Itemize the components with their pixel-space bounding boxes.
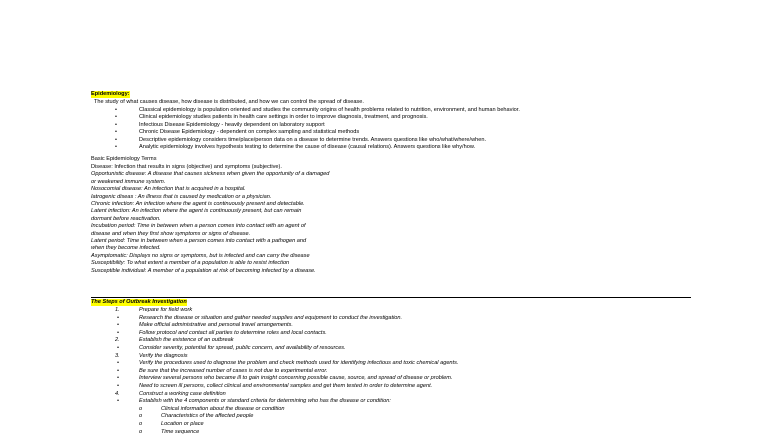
term-line: disease and when they first show symptoms or signs of disease.	[91, 230, 251, 237]
step-title: Prepare for field work	[139, 307, 193, 313]
term-line: Opportunistic disease: A disease that causes sickness when given the opportunity of a damaged	[91, 171, 330, 178]
term-line: when they become infected.	[91, 245, 161, 252]
terms-heading: Basic Epidemiology Terms	[91, 156, 157, 162]
bullet-item: Chronic Disease Epidemiology - dependent on complex sampling and statistical methods	[139, 129, 360, 136]
step-detail: Establish with the 4 components or standard criteria for determining who has the disease or condition:	[139, 398, 391, 405]
bullet-icon: •	[117, 322, 119, 329]
step-detail: Consider severity, potential for spread, public concern, and availability of resources.	[139, 345, 346, 351]
bullet-icon: •	[117, 398, 119, 405]
step-detail: Characteristics of the affected people	[161, 413, 254, 420]
section-title-outbreak-steps: The Steps of Outbreak Investigation	[91, 299, 187, 305]
bullet-item: Classical epidemiology is population oriented and studies the community origins of health problems related to nutrition, environment, and human behavior.	[139, 107, 520, 113]
term-line: Chronic infection: An infection where the agent is continuously present and detectable.	[91, 201, 305, 207]
bullet-icon: •	[115, 114, 117, 121]
bullet-icon: o	[139, 421, 143, 427]
term-line: or weakened immune system.	[91, 178, 166, 185]
bullet-item: Descriptive epidemiology considers time/place/person data on a disease to determine trends. Answers questions like who/what/where/when.	[139, 136, 486, 143]
section-title-epidemiology: Epidemiology:	[91, 91, 130, 97]
term-line: Asymptomatic: Displays no signs or symptoms, but is infected and can carry the disease	[91, 252, 310, 259]
bullet-icon: •	[115, 144, 117, 150]
step-detail: Interview several persons who became ill to gain insight concerning possible cause, source, and spread of disease or problem.	[139, 375, 453, 382]
bullet-icon: •	[117, 375, 119, 382]
term-line: Nosocomial disease: An infection that is acquired in a hospital.	[91, 186, 246, 193]
step-detail: Make official administrative and personal travel arrangements.	[139, 322, 293, 329]
step-title: Verify the diagnosis	[139, 352, 188, 359]
bullet-icon: •	[117, 367, 119, 374]
bullet-icon: •	[115, 136, 117, 143]
step-detail: Clinical information about the disease or condition	[161, 405, 285, 412]
bullet-icon: o	[139, 413, 143, 420]
bullet-icon: •	[117, 360, 119, 367]
bullet-item: Infectious Disease Epidemiology - heavily dependent on laboratory support	[139, 121, 325, 128]
bullet-icon: •	[117, 383, 119, 389]
step-detail: Location or place	[161, 421, 204, 427]
step-detail: Research the disease or situation and gather needed supplies and equipment to conduct the investigation.	[139, 314, 403, 321]
step-number: 2.	[115, 337, 120, 344]
term-line: Disease: Infection that results in signs (objective) and symptoms (subjective).	[91, 164, 282, 170]
bullet-item: Clinical epidemiology studies patients in health care settings in order to improve diagnosis, treatment, and prognosis.	[139, 114, 428, 121]
bullet-icon: •	[117, 345, 119, 351]
term-line: dormant before reactivation.	[91, 215, 161, 222]
step-number: 3.	[115, 352, 120, 359]
term-line: Incubation period: Time in between when a person comes into contact with an agent of	[91, 223, 306, 230]
step-detail: Verify the procedures used to diagnose the problem and check methods used for identifying infectious and toxic chemical agents.	[139, 360, 459, 367]
step-detail: Follow protocol and contact all parties to determine roles and local contacts.	[139, 329, 327, 336]
bullet-icon: •	[115, 129, 117, 136]
term-line: Latent period: Time in between when a person comes into contact with a pathogen and	[91, 238, 307, 244]
bullet-icon: •	[115, 107, 117, 113]
term-line: Latent infection: An infection where the agent is continuously present, but can remain	[91, 208, 302, 215]
intro-text: The study of what causes disease, how disease is distributed, and how we can control the spread of disease.	[94, 99, 364, 105]
bullet-icon: •	[115, 121, 117, 128]
step-number: 1.	[115, 307, 120, 313]
step-title: Construct a working case definition	[139, 390, 226, 397]
step-detail: Be sure that the increased number of cases is not due to experimental error.	[139, 367, 328, 374]
step-title: Establish the existence of an outbreak	[139, 337, 234, 344]
bullet-icon: o	[139, 428, 143, 435]
bullet-icon: •	[117, 314, 119, 321]
bullet-icon: •	[117, 329, 119, 336]
term-line: Iatrogenic diseas : An illness that is caused by medication or a physician.	[91, 193, 272, 200]
bullet-icon: o	[139, 405, 143, 412]
step-number: 4.	[115, 390, 120, 397]
term-line: Susceptibility: To what extent a member of a population is able to resist infection	[91, 260, 290, 267]
step-detail: Time sequence	[161, 428, 200, 435]
step-detail: Need to screen ill persons, collect clinical and environmental samples and get them tested in order to determine agent.	[139, 383, 433, 389]
bullet-item: Analytic epidemiology involves hypothesis testing to determine the cause of disease (causal relations). Answers questions like why/how.	[139, 144, 476, 150]
term-line: Susceptible individual: A member of a population at risk of becoming infected by a disease.	[91, 267, 316, 274]
section-divider	[91, 297, 691, 298]
